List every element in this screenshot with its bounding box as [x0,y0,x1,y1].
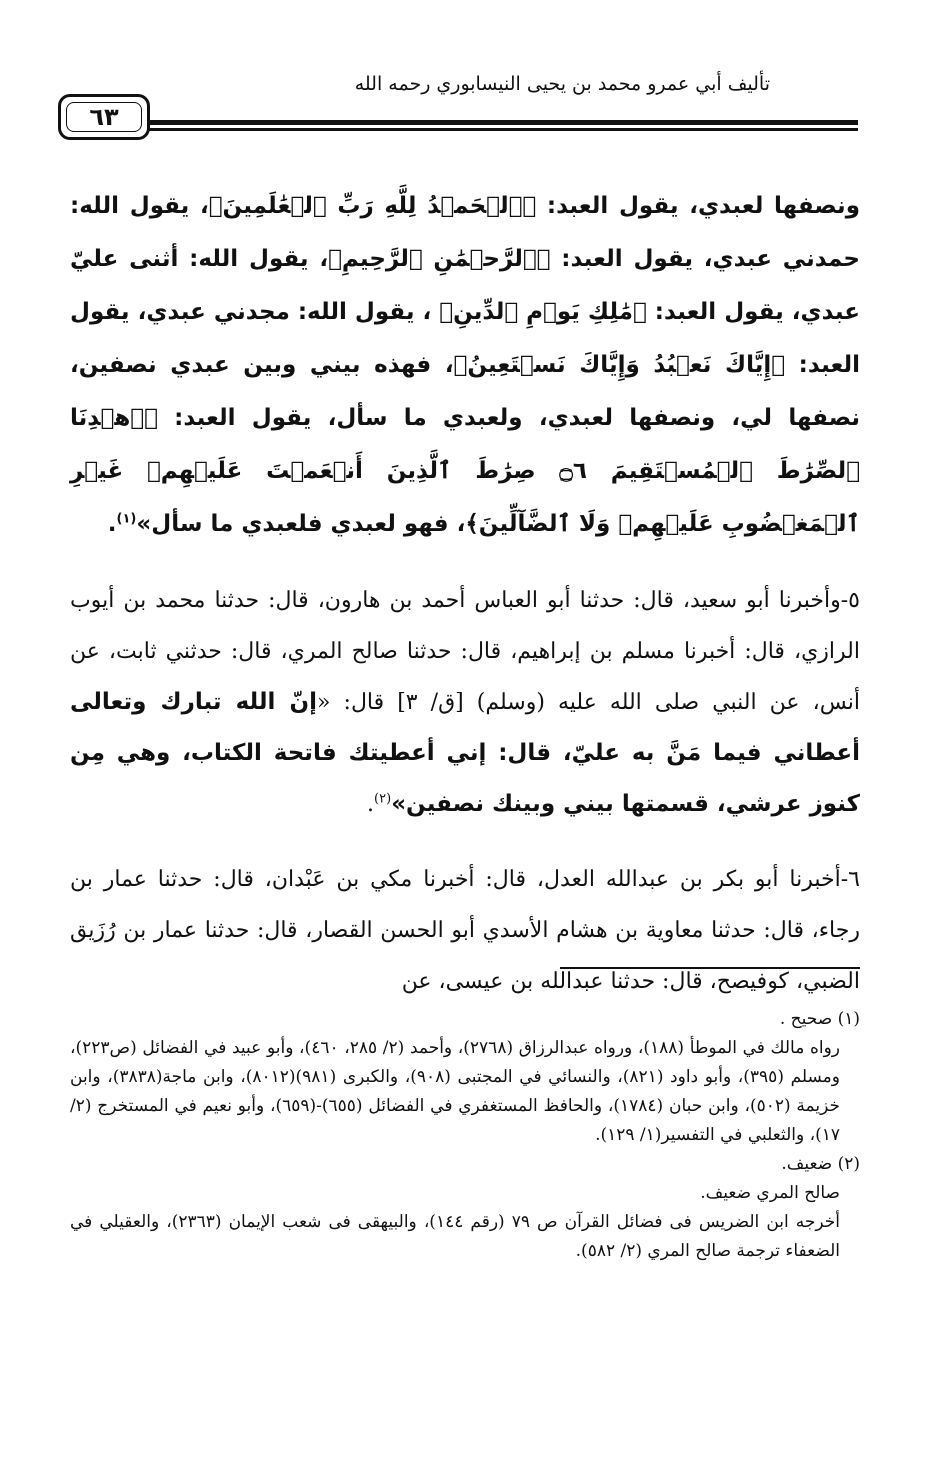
footnote-1-grade: (١) صحيح . [779,1009,860,1029]
footnote-1-body: رواه مالك في الموطأ (١٨٨)، ورواه عبدالرزاق (٢٧٦٨)، وأحمد (٢/ ٢٨٥، ٤٦٠)، وأبو عبيد في الفضائل (ص٢٢٣)، ومسلم (٣٩٥)، وأبو داود (٨٢١)، والنسائي في المجتبى (٩٠٨)، والكبرى (٩٨١)(٨٠١٢)، وابن ماجة(٣٨٣٨)، وابن خزيمة (٥٠٢)، وابن حبان (١٧٨٤)، والحافظ المستغفري في الفضائل (٦٥٥)-(٦٥٩)، وأبو نعيم في المستخرج (٢/ ١٧)، والثعلبي في التفسير(١/ ١٢٩). [70,1038,841,1145]
page-header [0,66,940,176]
paragraph-hadith-5: ٥-وأخبرنا أبو سعيد، قال: حدثنا أبو العباس أحمد بن هارون، قال: حدثنا محمد بن أيوب الرازي، قال: أخبرنا مسلم بن إبراهيم، قال: حدثنا صالح المري، قال: حدثني ثابت، عن أنس، عن النبي صلى الله عليه (وسلم) [ق/ ٣] قال: «إنّ الله تبارك وتعالى أعطاني فيما مَنَّ به عليّ، قال: إني أعطيتك فاتحة الكتاب، وهي مِن كنوز عرشي، قسمتها بيني وبينك نصفين»$^{(٢)}$. [70,588,860,817]
footnote-2-grade: (٢) ضعيف. [781,1154,860,1174]
paragraph-2-isnad: ٥-وأخبرنا أبو سعيد، قال: حدثنا أبو العباس أحمد بن هارون، قال: حدثنا محمد بن أيوب الرازي، قال: أخبرنا مسلم بن إبراهيم، قال: حدثنا صالح المري، قال: حدثني ثابت، عن أنس، عن النبي صلى الله عليه (وسلم) [ق/ ٣] قال: « [70,588,860,715]
paragraph-hadith-6 [70,854,860,1007]
paragraph-hadith-4-end: ونصفها لعبدي، يقول العبد: ﴿ٱلۡحَمۡدُ لِلَّهِ رَبِّ ٱلۡعَٰلَمِينَ﴾، يقول الله: حمدني عبدي، يقول العبد: ﴿ٱلرَّحۡمَٰنِ ٱلرَّحِيمِ﴾، يقول الله: أثنى عليّ عبدي، يقول العبد: ﴿مَٰلِكِ يَوۡمِ ٱلدِّينِ﴾ ، يقول الله: مجدني عبدي، يقول العبد: ﴿إِيَّاكَ نَعۡبُدُ وَإِيَّاكَ نَسۡتَعِينُ﴾، فهذه بيني وبين عبدي نصفين، نصفها لي، ونصفها لعبدي، ولعبدي ما سأل، يقول العبد: ﴿ٱهۡدِنَا ٱلصِّرَٰطَ ٱلۡمُسۡتَقِيمَ ۝٦ صِرَٰطَ ٱلَّذِينَ أَنۡعَمۡتَ عَلَيۡهِمۡ غَيۡرِ ٱلۡمَغۡضُوبِ عَلَيۡهِمۡ وَلَا ٱلضَّآلِّينَ﴾، فهو لعبدي فلعبدي ما سأل»$^{(١)}$. [70,193,860,537]
page-number: ٦٣ [89,103,119,131]
footnote-2-line1: صالح المري ضعيف. [700,1183,840,1203]
page-number-box [58,94,150,140]
footnote-ref-1: (١) [116,511,137,527]
running-title: تأليف أبي عمرو محمد بن يحيى النيسابوري رحمه الله [354,73,770,95]
paragraph-2-matn: إنّ الله تبارك وتعالى أعطاني فيما مَنَّ به عليّ، قال: إني أعطيتك فاتحة الكتاب، وهي مِن كنوز عرشي، قسمتها بيني وبينك نصفين» [70,689,860,817]
header-rule-thick [138,120,858,125]
footnote-ref-2: (٢) [374,791,392,807]
footnotes [70,1005,860,1266]
footnote-separator [560,967,860,969]
main-text [70,180,860,1007]
footnote-2-body: أخرجه ابن الضريس فى فضائل القرآن ص ٧٩ (رقم ١٤٤)، والبيهقى فى شعب الإيمان (٢٣٦٣)، والعقيلي في الضعفاء ترجمة صالح المري (٢/ ٥٨٢). [70,1212,840,1261]
paragraph-3-text: ٦-أخبرنا أبو بكر بن عبدالله العدل، قال: أخبرنا مكي بن عَبْدان، قال: حدثنا عمار بن رجاء، قال: حدثنا معاوية بن هشام الأسدي أبو الحسن القصار، قال: حدثنا عمار بن رُزَيق الضبي، كوفيصح، قال: حدثنا عبدالله بن عيسى، عن [70,867,860,994]
paragraph-1-text: ونصفها لعبدي، يقول العبد: ﴿ٱلۡحَمۡدُ لِلَّهِ رَبِّ ٱلۡعَٰلَمِينَ﴾، يقول الله: حمدني عبدي، يقول العبد: ﴿ٱلرَّحۡمَٰنِ ٱلرَّحِيمِ﴾، يقول الله: أثنى عليّ عبدي، يقول العبد: ﴿مَٰلِكِ يَوۡمِ ٱلدِّينِ﴾ ، يقول الله: مجدني عبدي، يقول العبد: ﴿إِيَّاكَ نَعۡبُدُ وَإِيَّاكَ نَسۡتَعِينُ﴾، فهذه بيني وبين عبدي نصفين، نصفها لي، ونصفها لعبدي، ولعبدي ما سأل، يقول العبد: ﴿ٱهۡدِنَا ٱلصِّرَٰطَ ٱلۡمُسۡتَقِيمَ ۝٦ صِرَٰطَ ٱلَّذِينَ أَنۡعَمۡتَ عَلَيۡهِمۡ غَيۡرِ ٱلۡمَغۡضُوبِ عَلَيۡهِمۡ وَلَا ٱلضَّآلِّينَ﴾، فهو لعبدي فلعبدي ما سأل» [70,193,860,537]
header-rule-thin [138,128,858,131]
